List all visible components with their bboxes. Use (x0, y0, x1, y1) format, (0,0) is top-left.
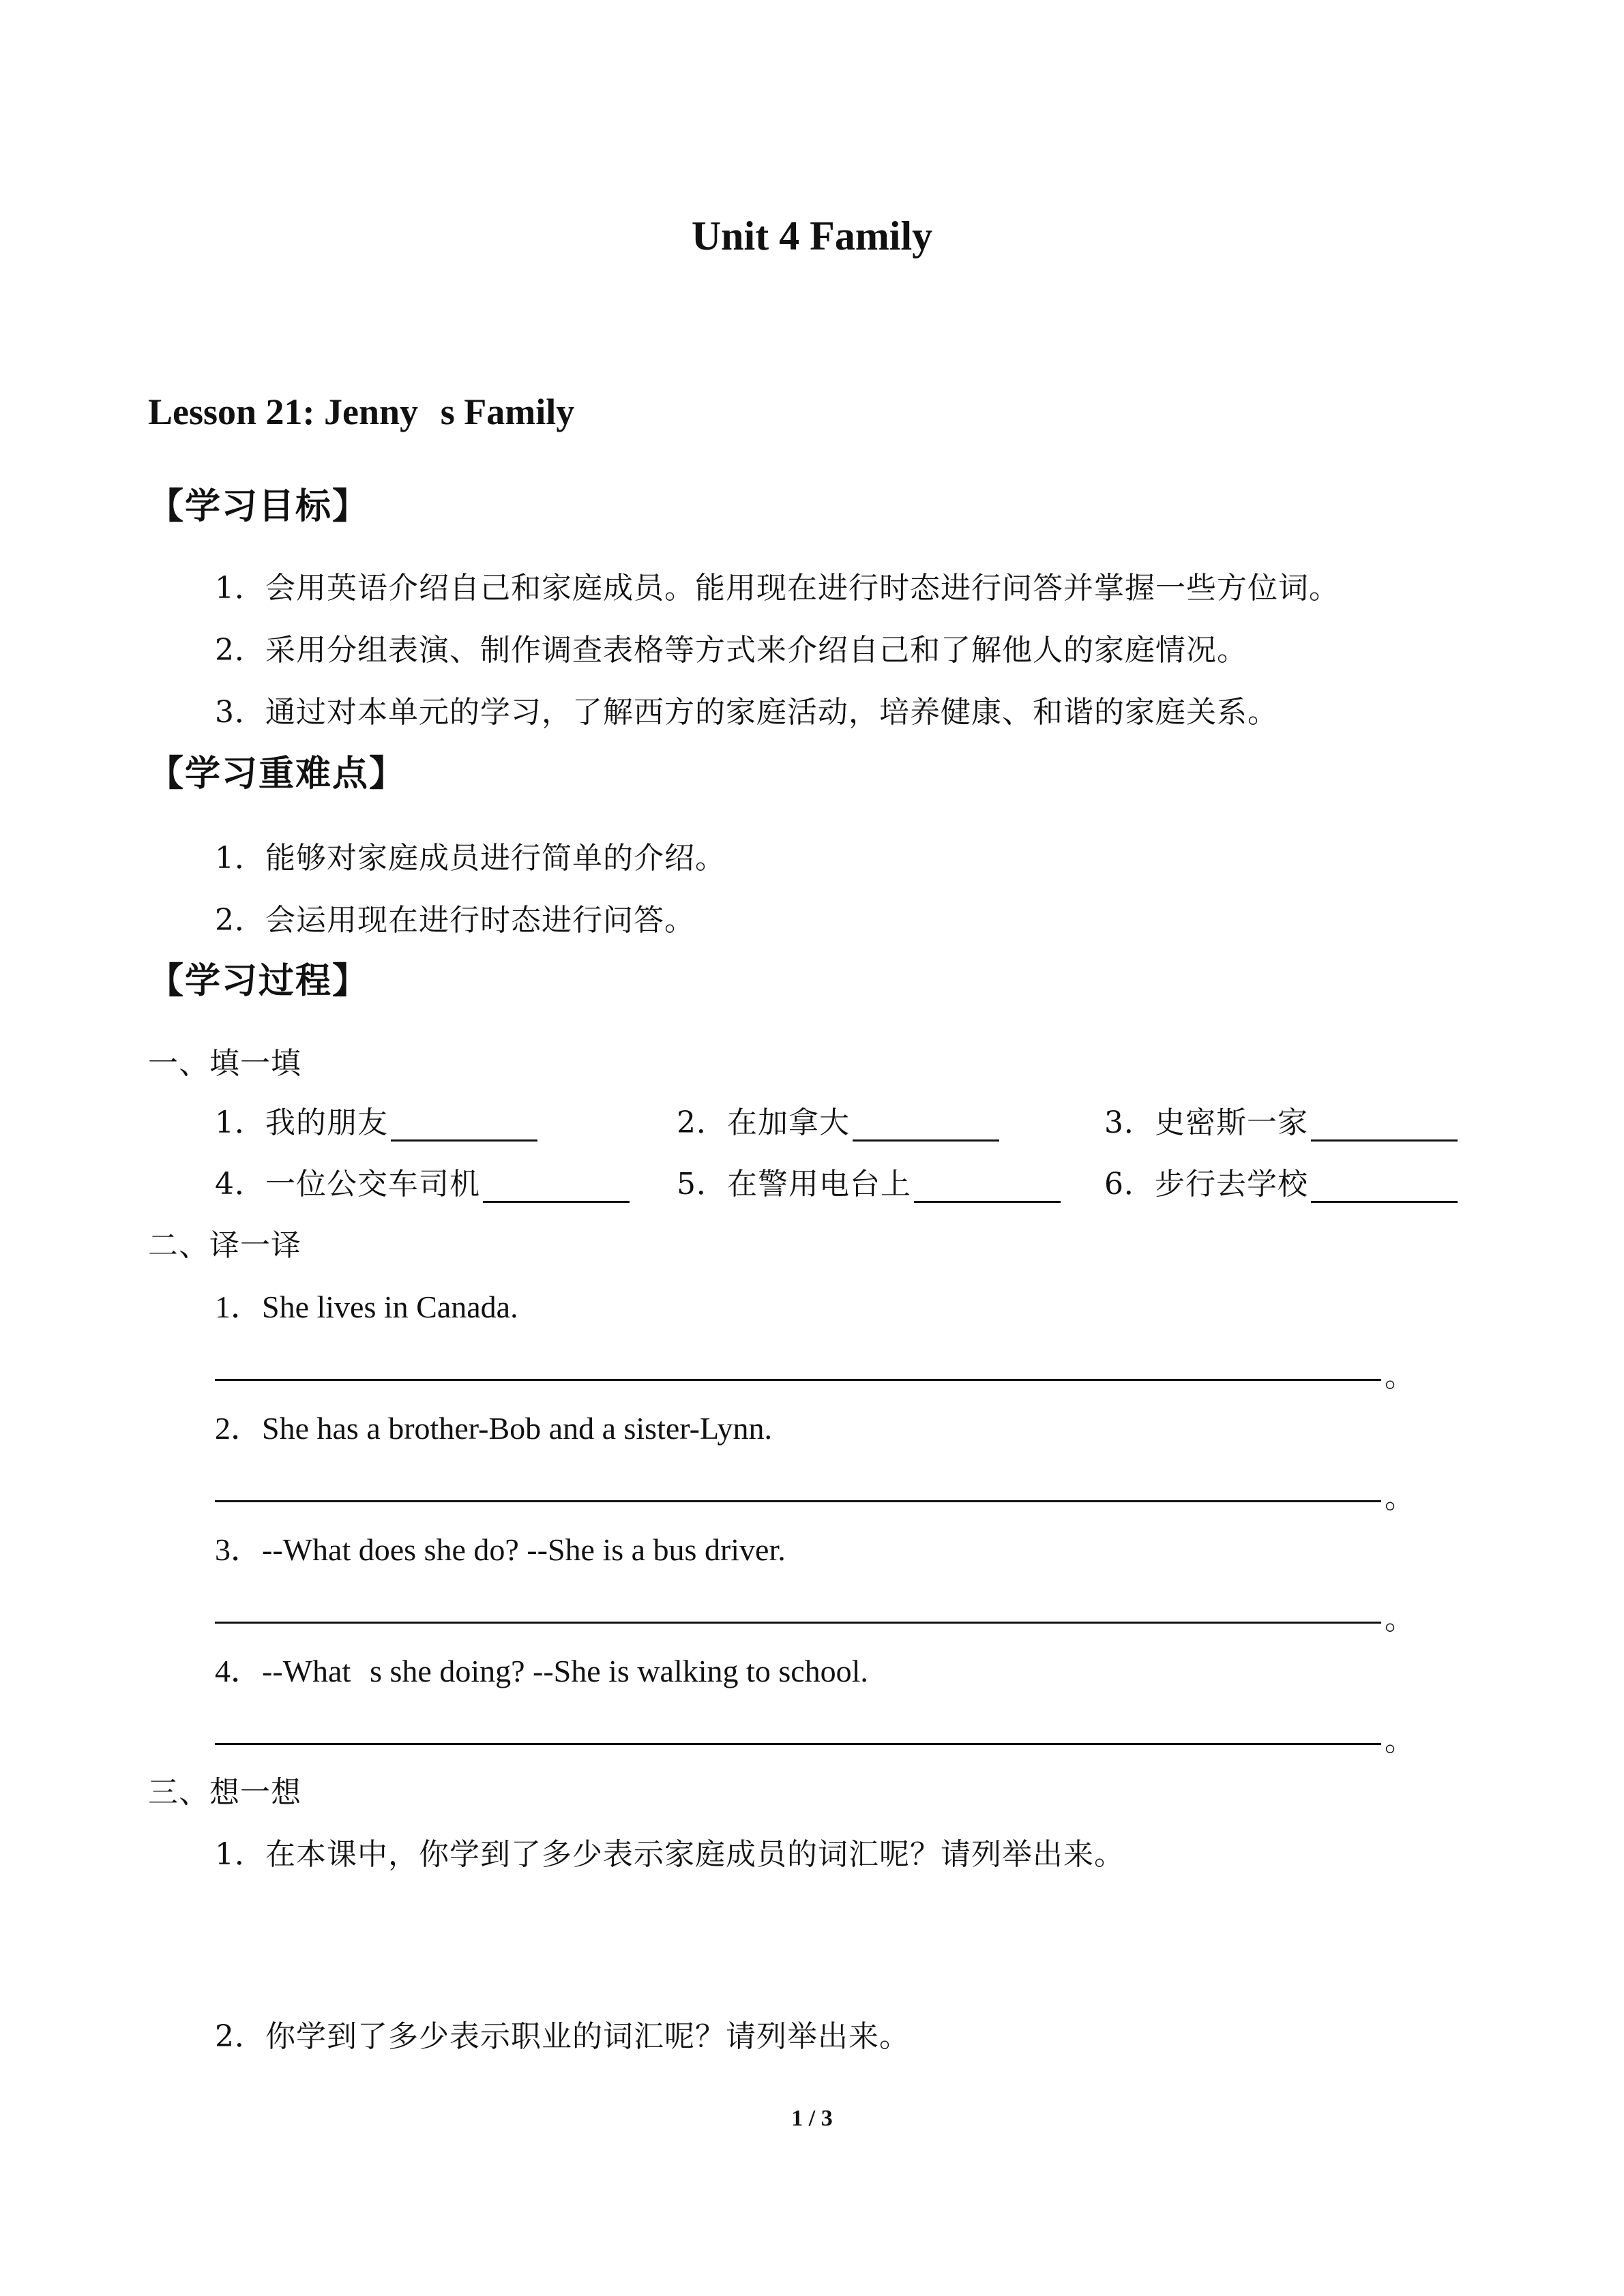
fill-item-2 (677, 1098, 999, 1142)
fill-blank[interactable] (914, 1169, 1061, 1203)
fill-blank[interactable] (1311, 1108, 1458, 1142)
translate-item-3: 3．--What does she do? --She is a bus driver. (215, 1532, 786, 1567)
fill-item-label: 3．史密斯一家 (1104, 1105, 1308, 1140)
fill-blank[interactable] (391, 1108, 537, 1142)
objective-item-2: 2．采用分组表演、制作调查表格等方式来介绍自己和了解他人的家庭情况。 (215, 633, 1247, 668)
process-heading: 【学习过程】 (148, 960, 370, 1002)
key-point-item-2: 2．会运用现在进行时态进行问答。 (215, 903, 695, 938)
end-mark: 。 (1385, 1723, 1415, 1758)
part2-heading: 二、译一译 (148, 1228, 301, 1263)
fill-item-label: 5．在警用电台上 (677, 1167, 911, 1202)
end-mark: 。 (1385, 1602, 1415, 1637)
translate-item-1: 1．She lives in Canada. (215, 1289, 518, 1324)
page-title: Unit 4 Family (691, 213, 933, 258)
key-point-item-1: 1．能够对家庭成员进行简单的介绍。 (215, 841, 726, 876)
translate-item-4: 4．--Whats she doing? --She is walking to school. (215, 1654, 868, 1688)
think-item-1: 1．在本课中，你学到了多少表示家庭成员的词汇呢？请列举出来。 (215, 1837, 1125, 1872)
fill-item-label: 4．一位公交车司机 (215, 1167, 480, 1202)
fill-item-label: 6．步行去学校 (1104, 1167, 1308, 1202)
page-number: 1 / 3 (791, 2106, 833, 2131)
fill-item-4 (215, 1159, 630, 1203)
fill-item-3 (1104, 1098, 1458, 1142)
fill-item-5 (677, 1159, 1061, 1203)
answer-line[interactable] (215, 1379, 1381, 1381)
end-mark: 。 (1385, 1359, 1415, 1394)
part3-heading: 三、想一想 (148, 1775, 301, 1810)
objectives-heading: 【学习目标】 (148, 486, 370, 527)
fill-item-6 (1104, 1159, 1458, 1203)
objective-item-3: 3．通过对本单元的学习，了解西方的家庭活动，培养健康、和谐的家庭关系。 (215, 695, 1278, 730)
lesson-title: Lesson 21: Jennys Family (148, 391, 575, 432)
end-mark: 。 (1385, 1480, 1415, 1515)
fill-item-label: 1．我的朋友 (215, 1105, 388, 1140)
think-item-2: 2．你学到了多少表示职业的词汇呢？请列举出来。 (215, 2019, 910, 2054)
answer-line[interactable] (215, 1743, 1381, 1745)
fill-item-1 (215, 1098, 537, 1142)
fill-blank[interactable] (853, 1108, 999, 1142)
part1-heading: 一、填一填 (148, 1046, 301, 1081)
answer-line[interactable] (215, 1500, 1381, 1502)
key-points-heading: 【学习重难点】 (148, 753, 407, 794)
answer-line[interactable] (215, 1622, 1381, 1624)
objective-item-1: 1．会用英语介绍自己和家庭成员。能用现在进行时态进行问答并掌握一些方位词。 (215, 571, 1340, 606)
fill-blank[interactable] (1311, 1169, 1458, 1203)
translate-item-2: 2．She has a brother-Bob and a sister-Lynn. (215, 1411, 773, 1446)
fill-item-label: 2．在加拿大 (677, 1105, 850, 1140)
fill-blank[interactable] (483, 1169, 630, 1203)
